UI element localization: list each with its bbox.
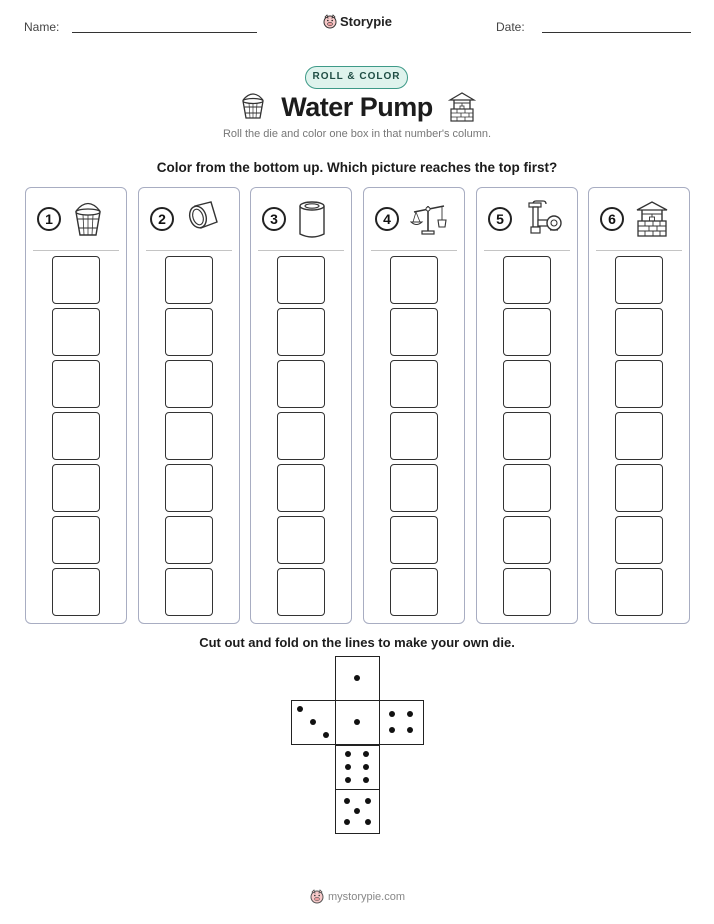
column-1 — [25, 187, 127, 624]
brand-name: Storypie — [339, 14, 392, 29]
color-box[interactable] — [52, 308, 100, 356]
color-box[interactable] — [615, 308, 663, 356]
pig-logo-icon — [309, 888, 325, 904]
color-box[interactable] — [165, 464, 213, 512]
die-face-6 — [335, 745, 380, 790]
die-pip — [345, 777, 351, 783]
column-divider — [146, 250, 232, 251]
color-box[interactable] — [165, 516, 213, 564]
name-line[interactable] — [72, 32, 257, 33]
die-pip — [354, 808, 360, 814]
die-pip — [389, 727, 395, 733]
color-box[interactable] — [503, 568, 551, 616]
column-6 — [588, 187, 690, 624]
footer-url: mystorypie.com — [327, 891, 406, 903]
color-box[interactable] — [390, 516, 438, 564]
color-box[interactable] — [615, 516, 663, 564]
column-number: 6 — [600, 207, 624, 231]
die-face-5 — [335, 789, 380, 834]
column-divider — [33, 250, 119, 251]
color-box[interactable] — [615, 256, 663, 304]
column-4 — [363, 187, 465, 624]
column-number: 5 — [488, 207, 512, 231]
die-pip — [323, 732, 329, 738]
color-box[interactable] — [52, 360, 100, 408]
color-box[interactable] — [165, 412, 213, 460]
column-number: 1 — [37, 207, 61, 231]
die-pip — [365, 819, 371, 825]
color-box[interactable] — [165, 360, 213, 408]
die-pip — [344, 798, 350, 804]
color-box[interactable] — [52, 412, 100, 460]
activity-badge: ROLL & COLOR — [305, 66, 408, 89]
die-pip — [310, 719, 316, 725]
column-divider — [596, 250, 682, 251]
pig-logo-icon — [322, 13, 338, 29]
color-box[interactable] — [615, 360, 663, 408]
color-box[interactable] — [615, 568, 663, 616]
column-header — [251, 200, 351, 240]
die-face-1 — [335, 656, 380, 701]
wishing-well-icon — [635, 200, 669, 243]
die-pip — [354, 675, 360, 681]
color-box[interactable] — [503, 412, 551, 460]
color-box[interactable] — [165, 308, 213, 356]
date-label: Date: — [496, 20, 525, 34]
die-pip — [389, 711, 395, 717]
color-box[interactable] — [390, 256, 438, 304]
color-box[interactable] — [503, 516, 551, 564]
die-pip — [297, 706, 303, 712]
color-box[interactable] — [52, 464, 100, 512]
color-box[interactable] — [503, 256, 551, 304]
page-title: Water Pump — [281, 92, 433, 122]
color-box[interactable] — [277, 308, 325, 356]
instruction-text: Color from the bottom up. Which picture reaches the top first? — [156, 160, 558, 175]
column-5 — [476, 187, 578, 624]
column-header — [26, 200, 126, 240]
column-3 — [250, 187, 352, 624]
subtitle: Roll the die and color one box in that number's column. — [222, 128, 492, 140]
pipe-icon — [185, 200, 221, 239]
color-box[interactable] — [390, 568, 438, 616]
color-box[interactable] — [277, 516, 325, 564]
color-box[interactable] — [165, 256, 213, 304]
column-header — [589, 200, 689, 240]
well-icon — [448, 92, 476, 122]
column-number: 2 — [150, 207, 174, 231]
die-pip — [407, 727, 413, 733]
column-header — [364, 200, 464, 240]
color-box[interactable] — [52, 256, 100, 304]
die-pip — [345, 764, 351, 770]
die-pip — [354, 719, 360, 725]
die-pip — [407, 711, 413, 717]
die-face-center — [335, 700, 380, 745]
water-pump-icon — [523, 200, 563, 241]
die-pip — [363, 777, 369, 783]
column-header — [477, 200, 577, 240]
color-box[interactable] — [503, 464, 551, 512]
die-pip — [344, 819, 350, 825]
die-pip — [345, 751, 351, 757]
color-box[interactable] — [165, 568, 213, 616]
color-box[interactable] — [277, 256, 325, 304]
color-box[interactable] — [390, 308, 438, 356]
tank-icon — [297, 200, 327, 245]
column-number: 4 — [375, 207, 399, 231]
color-box[interactable] — [390, 360, 438, 408]
color-box[interactable] — [390, 412, 438, 460]
name-label: Name: — [24, 20, 60, 34]
footer — [0, 888, 714, 904]
color-box[interactable] — [52, 568, 100, 616]
die-face-4 — [379, 700, 424, 745]
die-pip — [363, 751, 369, 757]
column-number: 3 — [262, 207, 286, 231]
brand-logo — [0, 13, 714, 29]
column-header — [139, 200, 239, 240]
color-box[interactable] — [277, 412, 325, 460]
die-instruction: Cut out and fold on the lines to make your own die. — [199, 635, 515, 650]
column-divider — [371, 250, 457, 251]
bucket-icon — [72, 200, 104, 243]
die-pip — [363, 764, 369, 770]
color-box[interactable] — [277, 360, 325, 408]
color-box[interactable] — [390, 464, 438, 512]
color-box[interactable] — [615, 464, 663, 512]
column-divider — [484, 250, 570, 251]
die-face-3 — [291, 700, 336, 745]
color-box[interactable] — [503, 308, 551, 356]
color-box[interactable] — [277, 568, 325, 616]
color-box[interactable] — [615, 412, 663, 460]
date-line[interactable] — [542, 32, 691, 33]
balance-scale-icon — [410, 200, 450, 241]
color-box[interactable] — [277, 464, 325, 512]
color-box[interactable] — [52, 516, 100, 564]
column-2 — [138, 187, 240, 624]
column-divider — [258, 250, 344, 251]
die-pip — [365, 798, 371, 804]
color-box[interactable] — [503, 360, 551, 408]
